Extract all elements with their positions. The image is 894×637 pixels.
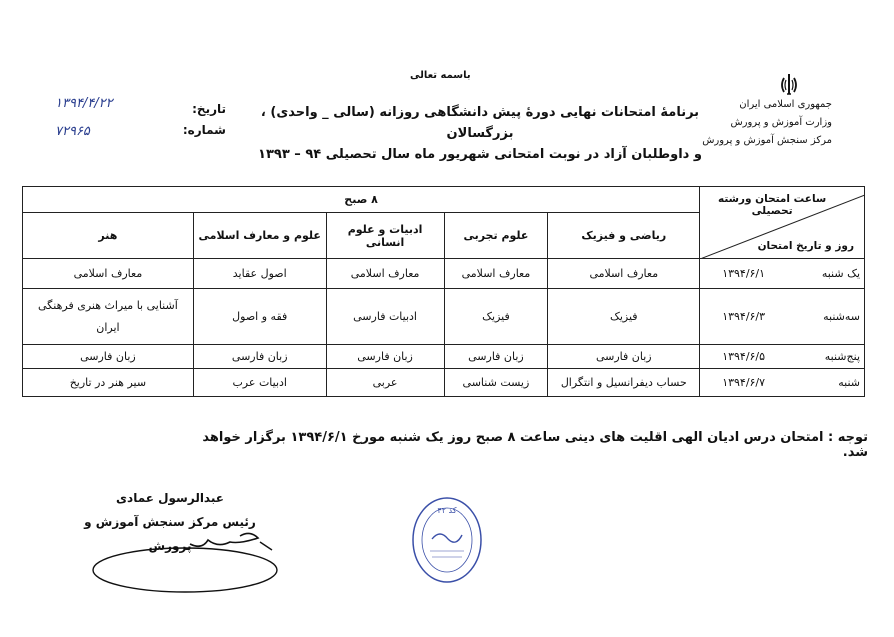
signer-position: رئیس مرکز سنجش آموزش و پرورش — [84, 515, 256, 553]
table-row — [23, 259, 865, 289]
table-cell: سیر هنر در تاریخ — [23, 369, 194, 397]
table-corner-cell — [700, 187, 865, 259]
table-cell: زبان فارسی — [326, 345, 444, 369]
column-header: علوم و معارف اسلامی — [193, 213, 326, 259]
document-title — [250, 102, 710, 165]
date-cell — [700, 345, 865, 369]
bismillah-heading: باسمه تعالی — [410, 70, 471, 81]
exam-date: ۱۳۹۴/۶/۷ — [722, 376, 766, 389]
exam-date: ۱۳۹۴/۶/۳ — [722, 310, 766, 323]
corner-bottom-label: روز و تاریخ امتحان — [757, 240, 854, 252]
meta-values — [55, 90, 165, 146]
notice-text: توجه : امتحان درس ادیان الهی اقلیت های دینی ساعت ۸ صبح روز یک شنبه مورخ ۱۳۹۴/۶/۱ برگزار خواهد شد. — [202, 430, 868, 460]
table-cell: عربی — [326, 369, 444, 397]
exam-date: ۱۳۹۴/۶/۵ — [722, 350, 766, 363]
table-cell: زبان فارسی — [548, 345, 700, 369]
stamp-code: کد ۴۲ — [437, 506, 457, 515]
table-cell: فیزیک — [444, 289, 548, 345]
iran-emblem-icon — [778, 72, 800, 98]
signer-name: عبدالرسول عمادی — [116, 491, 224, 505]
meta-labels — [166, 99, 226, 141]
table-cell: زبان فارسی — [193, 345, 326, 369]
table-cell: فقه و اصول — [193, 289, 326, 345]
date-value: ۱۳۹۴/۴/۲۲ — [55, 96, 113, 111]
day-name: یک شنبه — [821, 267, 860, 280]
table-cell: معارف اسلامی — [326, 259, 444, 289]
table-row — [23, 345, 865, 369]
table-cell: معارف اسلامی — [548, 259, 700, 289]
exam-schedule-table — [22, 186, 865, 397]
table-cell: اصول عقاید — [193, 259, 326, 289]
table-cell: ادبیات عرب — [193, 369, 326, 397]
table-cell: معارف اسلامی — [23, 259, 194, 289]
day-name: سه‌شنبه — [823, 310, 860, 323]
title-line-1: برنامهٔ امتحانات نهایی دورهٔ پیش دانشگاهی روزانه (سالی _ واحدی) ، بزرگسالان — [260, 105, 700, 141]
time-header: ۸ صبح — [23, 187, 700, 213]
column-header: ادبیات و علوم انسانی — [326, 213, 444, 259]
table-cell: زیست شناسی — [444, 369, 548, 397]
date-cell — [700, 289, 865, 345]
table-cell: آشنایی با میراث هنری فرهنگی ایران — [23, 289, 194, 345]
ministry-line-center: مرکز سنجش آموزش و پرورش — [702, 135, 832, 146]
table-cell: زبان فارسی — [444, 345, 548, 369]
official-stamp — [410, 495, 484, 585]
table-cell: معارف اسلامی — [444, 259, 548, 289]
date-cell — [700, 259, 865, 289]
table-cell: زبان فارسی — [23, 345, 194, 369]
date-cell — [700, 369, 865, 397]
table-cell: ادبیات فارسی — [326, 289, 444, 345]
day-name: شنبه — [838, 376, 860, 389]
table-cell: حساب دیفرانسیل و انتگرال — [548, 369, 700, 397]
corner-top-label: ساعت امتحان ورشته تحصیلی — [717, 193, 827, 217]
number-label: شماره: — [182, 123, 226, 137]
date-label: تاریخ: — [192, 102, 226, 116]
table-row — [23, 289, 865, 345]
day-name: پنج‌شنبه — [824, 350, 860, 363]
handwritten-signature — [90, 528, 280, 598]
title-line-2: و داوطلبان آزاد در نوبت امتحانی شهریور ماه سال تحصیلی ۹۴ – ۱۳۹۳ — [258, 147, 702, 162]
ministry-line-country: جمهوری اسلامی ایران — [739, 99, 832, 110]
ministry-line-ministry: وزارت آموزش و پرورش — [730, 117, 832, 128]
table-row — [23, 369, 865, 397]
table-cell: فیزیک — [548, 289, 700, 345]
column-header: ریاضی و فیزیک — [548, 213, 700, 259]
number-value: ۷۲۹۶۵ — [55, 124, 90, 139]
exam-date: ۱۳۹۴/۶/۱ — [722, 267, 766, 280]
column-header: هنر — [23, 213, 194, 259]
column-header: علوم تجربی — [444, 213, 548, 259]
